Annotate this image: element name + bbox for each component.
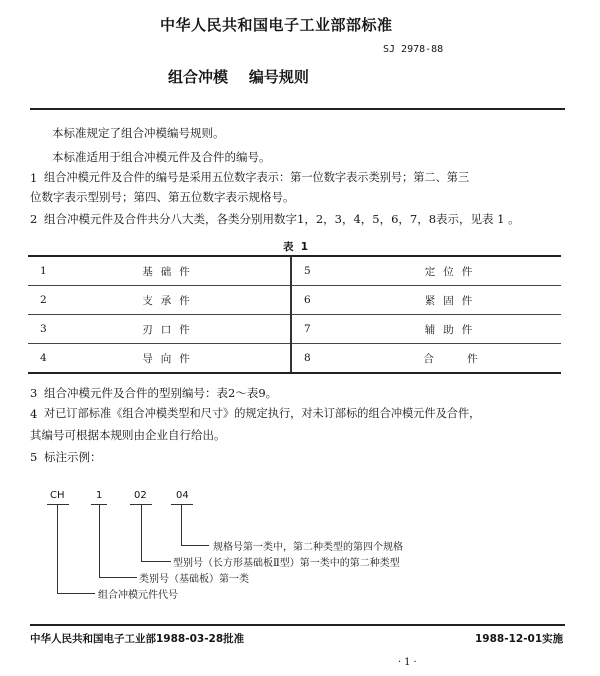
leader-horizontal-spec xyxy=(181,545,209,546)
header-divider xyxy=(30,108,565,110)
table-spacer xyxy=(260,286,291,315)
leader-vertical-class xyxy=(99,505,100,577)
label-spec-number: 规格号第一类中，第二种类型的第四个规格 xyxy=(213,542,403,553)
footer-divider xyxy=(30,624,565,626)
clause-1-number: 1 xyxy=(30,171,38,185)
table-row xyxy=(28,286,561,315)
category-name: 合 件 xyxy=(423,352,482,365)
leader-vertical-spec xyxy=(181,505,182,545)
standard-org-title: 中华人民共和国电子工业部部标准 xyxy=(160,16,393,34)
category-name: 支承件 xyxy=(142,294,198,307)
table-spacer xyxy=(260,315,291,344)
document-title: 组合冲模 编号规则 xyxy=(168,68,309,86)
example-code-class: 1 xyxy=(96,490,103,501)
label-element-code: 组合冲模元件代号 xyxy=(98,590,178,601)
table-row xyxy=(28,315,561,344)
underline-ch xyxy=(47,504,69,505)
category-name: 辅助件 xyxy=(424,323,481,336)
table-spacer xyxy=(260,257,291,286)
category-name: 定位件 xyxy=(424,265,481,278)
table-row xyxy=(28,344,561,373)
category-number: 7 xyxy=(304,323,311,335)
clause-4-line-1: 对已订部标准《组合冲模类型和尺寸》的规定执行，对未订部标的组合冲模元件及合件， xyxy=(44,407,481,420)
category-number: 2 xyxy=(40,294,47,306)
leader-vertical-ch xyxy=(57,505,58,593)
label-class-number: 类别号（基础板）第一类 xyxy=(139,574,249,585)
clause-1-line-2: 位数字表示型别号；第四、第五位数字表示规格号。 xyxy=(30,190,295,204)
intro-paragraph-1: 本标准规定了组合冲模编号规则。 xyxy=(52,126,225,140)
clause-5-number: 5 xyxy=(30,450,38,464)
table-spacer xyxy=(260,344,291,373)
clause-4-line-2: 其编号可根据本规则由企业自行给出。 xyxy=(30,428,226,442)
underline-spec xyxy=(171,504,193,505)
category-number: 5 xyxy=(304,265,311,277)
category-number: 8 xyxy=(304,352,311,364)
example-code-spec: 04 xyxy=(176,490,189,501)
category-name: 导向件 xyxy=(142,352,198,365)
approval-line: 中华人民共和国电子工业部1988-03-28批准 xyxy=(30,633,245,645)
category-number: 1 xyxy=(40,265,47,277)
category-number: 4 xyxy=(40,352,47,364)
table-caption: 表 1 xyxy=(283,241,309,253)
leader-horizontal-type xyxy=(141,561,171,562)
category-name: 紧固件 xyxy=(424,294,481,307)
leader-vertical-type xyxy=(141,505,142,561)
table-bottom-rule xyxy=(28,372,561,374)
category-name: 基础件 xyxy=(142,265,198,278)
clause-1-line-1: 组合冲模元件及合件的编号是采用五位数字表示：第一位数字表示类别号；第二、第三 xyxy=(44,171,470,184)
label-type-number: 型别号（长方形基础板Ⅱ型）第一类中的第二种类型 xyxy=(173,558,400,569)
intro-paragraph-2: 本标准适用于组合冲模元件及合件的编号。 xyxy=(52,150,271,164)
clause-5-text: 标注示例： xyxy=(44,450,102,464)
standard-code: SJ 2978-88 xyxy=(383,44,444,55)
clause-2-text: 组合冲模元件及合件共分八大类，各类分别用数字1，2，3，4，5，6，7，8表示，见表 1 。 xyxy=(44,212,520,226)
category-table xyxy=(28,257,561,372)
example-code-ch: CH xyxy=(50,490,65,501)
page-number: ·1· xyxy=(398,657,420,668)
category-number: 3 xyxy=(40,323,47,335)
example-code-type: 02 xyxy=(134,490,147,501)
clause-3-text: 组合冲模元件及合件的型别编号：表2～表9。 xyxy=(44,386,278,400)
effective-date: 1988-12-01实施 xyxy=(475,633,564,645)
clause-2-number: 2 xyxy=(30,212,38,226)
leader-horizontal-ch xyxy=(57,593,95,594)
clause-3-number: 3 xyxy=(30,386,38,400)
category-name: 刃口件 xyxy=(142,323,198,336)
table-row xyxy=(28,257,561,286)
clause-4-number: 4 xyxy=(30,407,38,421)
category-number: 6 xyxy=(304,294,311,306)
leader-horizontal-class xyxy=(99,577,137,578)
